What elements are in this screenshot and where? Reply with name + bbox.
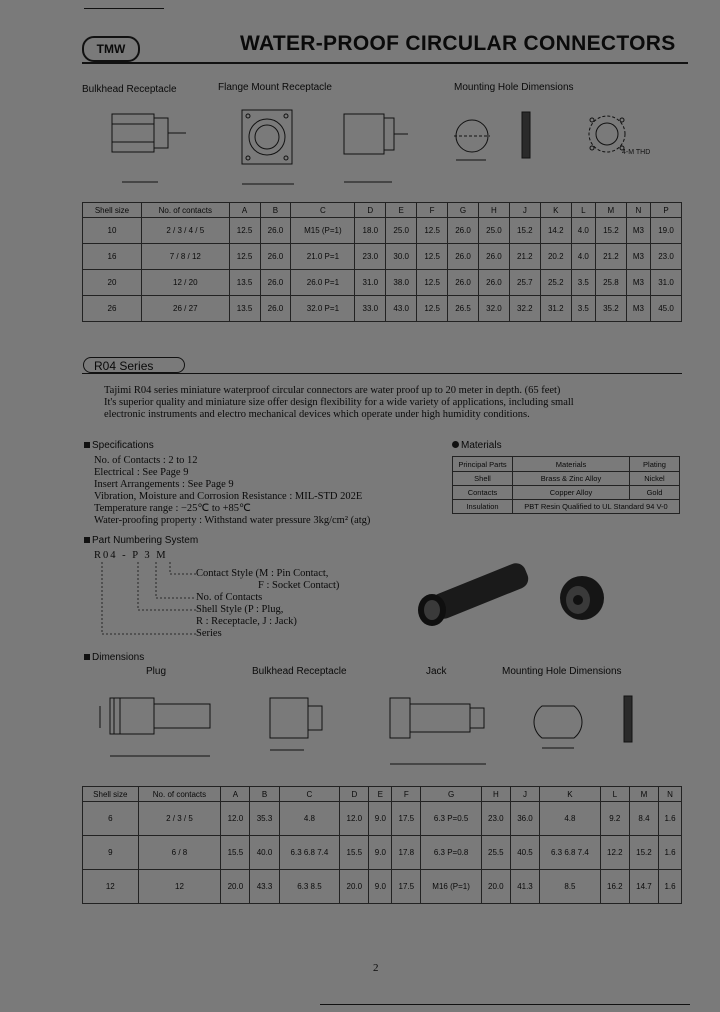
table-cell: 41.3 xyxy=(510,870,539,904)
table-cell: 26.0 xyxy=(478,270,509,296)
table-cell: 26.5 xyxy=(448,296,479,322)
explain-line: Shell Style (P : Plug, xyxy=(196,604,284,615)
table-cell: 17.5 xyxy=(392,870,421,904)
table-cell: 31.0 xyxy=(651,270,682,296)
table-cell: 43.3 xyxy=(250,870,279,904)
table-cell: 17.8 xyxy=(392,836,421,870)
table-cell: 26.0 xyxy=(260,270,291,296)
table-cell: 17.5 xyxy=(392,802,421,836)
table-row xyxy=(83,870,682,904)
table-cell: 9.2 xyxy=(600,802,629,836)
table-cell: 7 / 8 / 12 xyxy=(141,244,229,270)
materials-cell: Nickel xyxy=(630,472,680,486)
materials-heading xyxy=(452,440,502,451)
table-header: B xyxy=(250,787,279,802)
table-header: L xyxy=(600,787,629,802)
materials-cell: Insulation xyxy=(453,500,513,514)
flange-receptacle-drawing xyxy=(242,110,408,184)
table-header: P xyxy=(651,203,682,218)
table-cell: 26.0 xyxy=(448,270,479,296)
caption-mounting-hole: Mounting Hole Dimensions xyxy=(454,82,574,93)
receptacle-dimension-table xyxy=(82,202,682,322)
table-header: E xyxy=(386,203,417,218)
dimension-drawings xyxy=(90,684,680,774)
table-cell: 1.6 xyxy=(659,802,682,836)
table-cell: 15.2 xyxy=(509,218,540,244)
table-cell: 38.0 xyxy=(386,270,417,296)
table-cell: 26 / 27 xyxy=(141,296,229,322)
table-cell: M3 xyxy=(626,270,650,296)
table-header: Shell size xyxy=(83,203,142,218)
table-cell: 25.2 xyxy=(540,270,571,296)
table-cell: 31.0 xyxy=(355,270,386,296)
table-cell: 35.3 xyxy=(250,802,279,836)
connector-photos xyxy=(410,558,610,628)
table-cell: 26.0 xyxy=(260,218,291,244)
bullet-square-icon xyxy=(84,537,90,543)
page-title: WATER-PROOF CIRCULAR CONNECTORS xyxy=(240,32,676,55)
spec-line: Temperature range : −25℃ to +85℃ xyxy=(94,503,251,514)
table-cell: 30.0 xyxy=(386,244,417,270)
table-cell: 15.5 xyxy=(221,836,250,870)
table-cell: 6.3 6.8 7.4 xyxy=(540,836,601,870)
table-cell: 43.0 xyxy=(386,296,417,322)
table-header: G xyxy=(448,203,479,218)
code-contacts: 3 xyxy=(144,550,152,561)
table-cell: 6.3 P=0.8 xyxy=(421,836,481,870)
table-header: N xyxy=(659,787,682,802)
intro-line: Tajimi R04 series miniature waterproof circular connectors are water proof up to 20 meter in depth. (65 feet) xyxy=(104,385,561,396)
series-badge: R04 Series xyxy=(83,357,185,373)
table-cell: 32.0 P=1 xyxy=(291,296,355,322)
table-cell: 2 / 3 / 5 xyxy=(138,802,221,836)
specifications-list xyxy=(94,455,370,527)
table-cell: 40.0 xyxy=(250,836,279,870)
table-cell: M15 (P=1) xyxy=(291,218,355,244)
spec-line: Water-proofing property : Withstand water pressure 3kg/cm² (atg) xyxy=(94,515,371,526)
table-cell: 6.3 P=0.5 xyxy=(421,802,481,836)
table-cell: 9.0 xyxy=(369,836,392,870)
code-shell-style: P xyxy=(132,550,140,561)
materials-cell: Copper Alloy xyxy=(513,486,630,500)
table-row xyxy=(83,218,682,244)
table-cell: 9.0 xyxy=(369,802,392,836)
table-cell: 20.0 xyxy=(481,870,510,904)
bullet-square-icon xyxy=(84,442,90,448)
table-cell: 12.5 xyxy=(229,218,260,244)
table-cell: 20 xyxy=(83,270,142,296)
explain-line: Contact Style (M : Pin Contact, xyxy=(196,568,329,579)
table-cell: 15.2 xyxy=(629,836,658,870)
receptacle-photo xyxy=(560,576,604,620)
table-header: Shell size xyxy=(83,787,139,802)
table-header: F xyxy=(417,203,448,218)
bullet-dot-icon xyxy=(452,441,459,448)
table-cell: 25.5 xyxy=(481,836,510,870)
table-header: J xyxy=(509,203,540,218)
spec-line: No. of Contacts : 2 to 12 xyxy=(94,455,198,466)
table-cell: 13.5 xyxy=(229,296,260,322)
intro-line: It's superior quality and miniature size offer design flexibility for a wide variety of applications, including small xyxy=(104,397,574,408)
spec-line: Electrical : See Page 9 xyxy=(94,467,189,478)
table-cell: 26.0 xyxy=(448,218,479,244)
materials-cell: PBT Resin Qualified to UL Standard 94 V-0 xyxy=(513,500,680,514)
jack-drawing xyxy=(390,698,486,764)
materials-table xyxy=(452,456,680,514)
table-cell: 1.6 xyxy=(659,836,682,870)
table-cell: 31.2 xyxy=(540,296,571,322)
part-number-code xyxy=(94,550,168,561)
plug-dimension-table xyxy=(82,786,682,904)
table-header: A xyxy=(229,203,260,218)
table-cell: 2 / 3 / 4 / 5 xyxy=(141,218,229,244)
table-cell: 25.0 xyxy=(478,218,509,244)
spec-line: Insert Arrangements : See Page 9 xyxy=(94,479,234,490)
table-cell: M3 xyxy=(626,296,650,322)
table-cell: 40.5 xyxy=(510,836,539,870)
bulkhead-receptacle-drawing xyxy=(112,114,186,182)
table-cell: 21.0 P=1 xyxy=(291,244,355,270)
table-cell: 8.4 xyxy=(629,802,658,836)
code-contact-style: M xyxy=(156,550,168,561)
table-cell: 14.2 xyxy=(540,218,571,244)
table-cell: 18.0 xyxy=(355,218,386,244)
table-cell: 12.0 xyxy=(340,802,369,836)
table-cell: 33.0 xyxy=(355,296,386,322)
table-cell: 20.2 xyxy=(540,244,571,270)
explain-line: R : Receptacle, J : Jack) xyxy=(196,616,297,627)
materials-header: Principal Parts xyxy=(453,457,513,472)
table-row xyxy=(83,244,682,270)
table-cell: 3.5 xyxy=(571,296,595,322)
table-cell: 36.0 xyxy=(510,802,539,836)
table-cell: 9.0 xyxy=(369,870,392,904)
table-header: M xyxy=(629,787,658,802)
table-cell: 23.0 xyxy=(481,802,510,836)
thread-note: 4-M THD xyxy=(622,149,651,156)
table-cell: 14.7 xyxy=(629,870,658,904)
explain-line: No. of Contacts xyxy=(196,592,263,603)
table-cell: 12.5 xyxy=(417,270,448,296)
table-header: C xyxy=(291,203,355,218)
table-cell: M3 xyxy=(626,244,650,270)
table-header: J xyxy=(510,787,539,802)
spec-line: Vibration, Moisture and Corrosion Resistance : MIL-STD 202E xyxy=(94,491,363,502)
table-cell: 1.6 xyxy=(659,870,682,904)
plug-photo xyxy=(418,560,531,626)
label-mounting-hole: Mounting Hole Dimensions xyxy=(502,666,622,677)
page-number: 2 xyxy=(373,962,379,974)
table-header: M xyxy=(595,203,626,218)
table-cell: 12 xyxy=(83,870,139,904)
materials-cell: Shell xyxy=(453,472,513,486)
table-cell: 16.2 xyxy=(600,870,629,904)
table-row xyxy=(83,296,682,322)
table-cell: 6 / 8 xyxy=(138,836,221,870)
bullet-square-icon xyxy=(84,654,90,660)
table-cell: 26.0 P=1 xyxy=(291,270,355,296)
table-cell: 12 / 20 xyxy=(141,270,229,296)
table-cell: 19.0 xyxy=(651,218,682,244)
table-cell: 32.0 xyxy=(478,296,509,322)
label-bulkhead-receptacle: Bulkhead Receptacle xyxy=(252,666,347,677)
table-header: K xyxy=(540,787,601,802)
label-jack: Jack xyxy=(426,666,447,677)
part-number-leaders xyxy=(94,562,204,638)
table-cell: 13.5 xyxy=(229,270,260,296)
table-cell: 32.2 xyxy=(509,296,540,322)
table-cell: 15.2 xyxy=(595,218,626,244)
table-header: No. of contacts xyxy=(141,203,229,218)
top-rule xyxy=(84,8,164,9)
table-cell: 12.5 xyxy=(417,218,448,244)
table-cell: 3.5 xyxy=(571,270,595,296)
footer-rule xyxy=(320,1004,690,1005)
materials-header: Plating xyxy=(630,457,680,472)
table-cell: 4.8 xyxy=(279,802,340,836)
table-cell: 35.2 xyxy=(595,296,626,322)
intro-line: electronic instruments and electro mechanical devices which operate under high humidity conditions. xyxy=(104,409,530,420)
bulkhead-drawing xyxy=(270,698,322,750)
table-cell: 25.8 xyxy=(595,270,626,296)
caption-flange-mount-receptacle: Flange Mount Receptacle xyxy=(218,82,332,93)
dimensions-heading-text: Dimensions xyxy=(92,652,145,663)
table-cell: 23.0 xyxy=(355,244,386,270)
table-header: C xyxy=(279,787,340,802)
table-cell: 12.5 xyxy=(229,244,260,270)
table-cell: 12 xyxy=(138,870,221,904)
table-cell: 26.0 xyxy=(478,244,509,270)
table-header: G xyxy=(421,787,481,802)
table-header: K xyxy=(540,203,571,218)
table-cell: 20.0 xyxy=(221,870,250,904)
table-cell: 26.0 xyxy=(448,244,479,270)
code-series: R04 xyxy=(94,550,118,561)
table-row xyxy=(83,270,682,296)
mounting-hole-drawing-2 xyxy=(534,696,632,748)
series-rule xyxy=(82,373,682,374)
table-cell: 26 xyxy=(83,296,142,322)
table-cell: 25.7 xyxy=(509,270,540,296)
table-cell: 20.0 xyxy=(340,870,369,904)
part-numbering-heading-text: Part Numbering System xyxy=(92,535,199,546)
table-cell: 21.2 xyxy=(595,244,626,270)
materials-cell: Brass & Zinc Alloy xyxy=(513,472,630,486)
table-header: D xyxy=(355,203,386,218)
title-rule xyxy=(82,62,688,64)
table-cell: M3 xyxy=(626,218,650,244)
table-cell: 26.0 xyxy=(260,296,291,322)
dimensions-heading xyxy=(84,652,144,663)
specifications-heading xyxy=(84,440,154,451)
table-cell: M16 (P=1) xyxy=(421,870,481,904)
table-header: B xyxy=(260,203,291,218)
tmw-logo: TMW xyxy=(82,36,140,62)
materials-heading-text: Materials xyxy=(461,440,502,451)
table-row xyxy=(83,836,682,870)
mounting-hole-drawing xyxy=(454,112,625,160)
table-header: H xyxy=(478,203,509,218)
table-header: N xyxy=(626,203,650,218)
caption-bulkhead-receptacle: Bulkhead Receptacle xyxy=(82,84,177,95)
part-number-explanation xyxy=(196,568,339,640)
part-numbering-heading xyxy=(84,535,198,546)
table-header: F xyxy=(392,787,421,802)
table-cell: 6.3 8.5 xyxy=(279,870,340,904)
code-dash: - xyxy=(122,550,128,561)
table-cell: 12.5 xyxy=(417,296,448,322)
table-cell: 45.0 xyxy=(651,296,682,322)
table-header: D xyxy=(340,787,369,802)
table-cell: 4.8 xyxy=(540,802,601,836)
receptacle-drawings xyxy=(82,96,692,196)
label-plug: Plug xyxy=(146,666,167,677)
table-cell: 4.0 xyxy=(571,218,595,244)
materials-header: Materials xyxy=(513,457,630,472)
table-cell: 12.0 xyxy=(221,802,250,836)
table-cell: 12.2 xyxy=(600,836,629,870)
table-cell: 6.3 6.8 7.4 xyxy=(279,836,340,870)
table-header: E xyxy=(369,787,392,802)
table-header: H xyxy=(481,787,510,802)
specifications-heading-text: Specifications xyxy=(92,440,154,451)
explain-line: Series xyxy=(196,628,222,639)
table-cell: 21.2 xyxy=(509,244,540,270)
table-header: L xyxy=(571,203,595,218)
table-cell: 25.0 xyxy=(386,218,417,244)
explain-line: F : Socket Contact) xyxy=(258,580,340,591)
plug-drawing xyxy=(100,698,210,756)
table-cell: 26.0 xyxy=(260,244,291,270)
table-cell: 23.0 xyxy=(651,244,682,270)
table-cell: 10 xyxy=(83,218,142,244)
table-cell: 9 xyxy=(83,836,139,870)
table-cell: 15.5 xyxy=(340,836,369,870)
materials-cell: Contacts xyxy=(453,486,513,500)
table-header: No. of contacts xyxy=(138,787,221,802)
table-cell: 12.5 xyxy=(417,244,448,270)
materials-cell: Gold xyxy=(630,486,680,500)
table-cell: 16 xyxy=(83,244,142,270)
table-row xyxy=(83,802,682,836)
table-cell: 6 xyxy=(83,802,139,836)
table-cell: 8.5 xyxy=(540,870,601,904)
intro-paragraph xyxy=(104,385,694,421)
table-header: A xyxy=(221,787,250,802)
table-cell: 4.0 xyxy=(571,244,595,270)
